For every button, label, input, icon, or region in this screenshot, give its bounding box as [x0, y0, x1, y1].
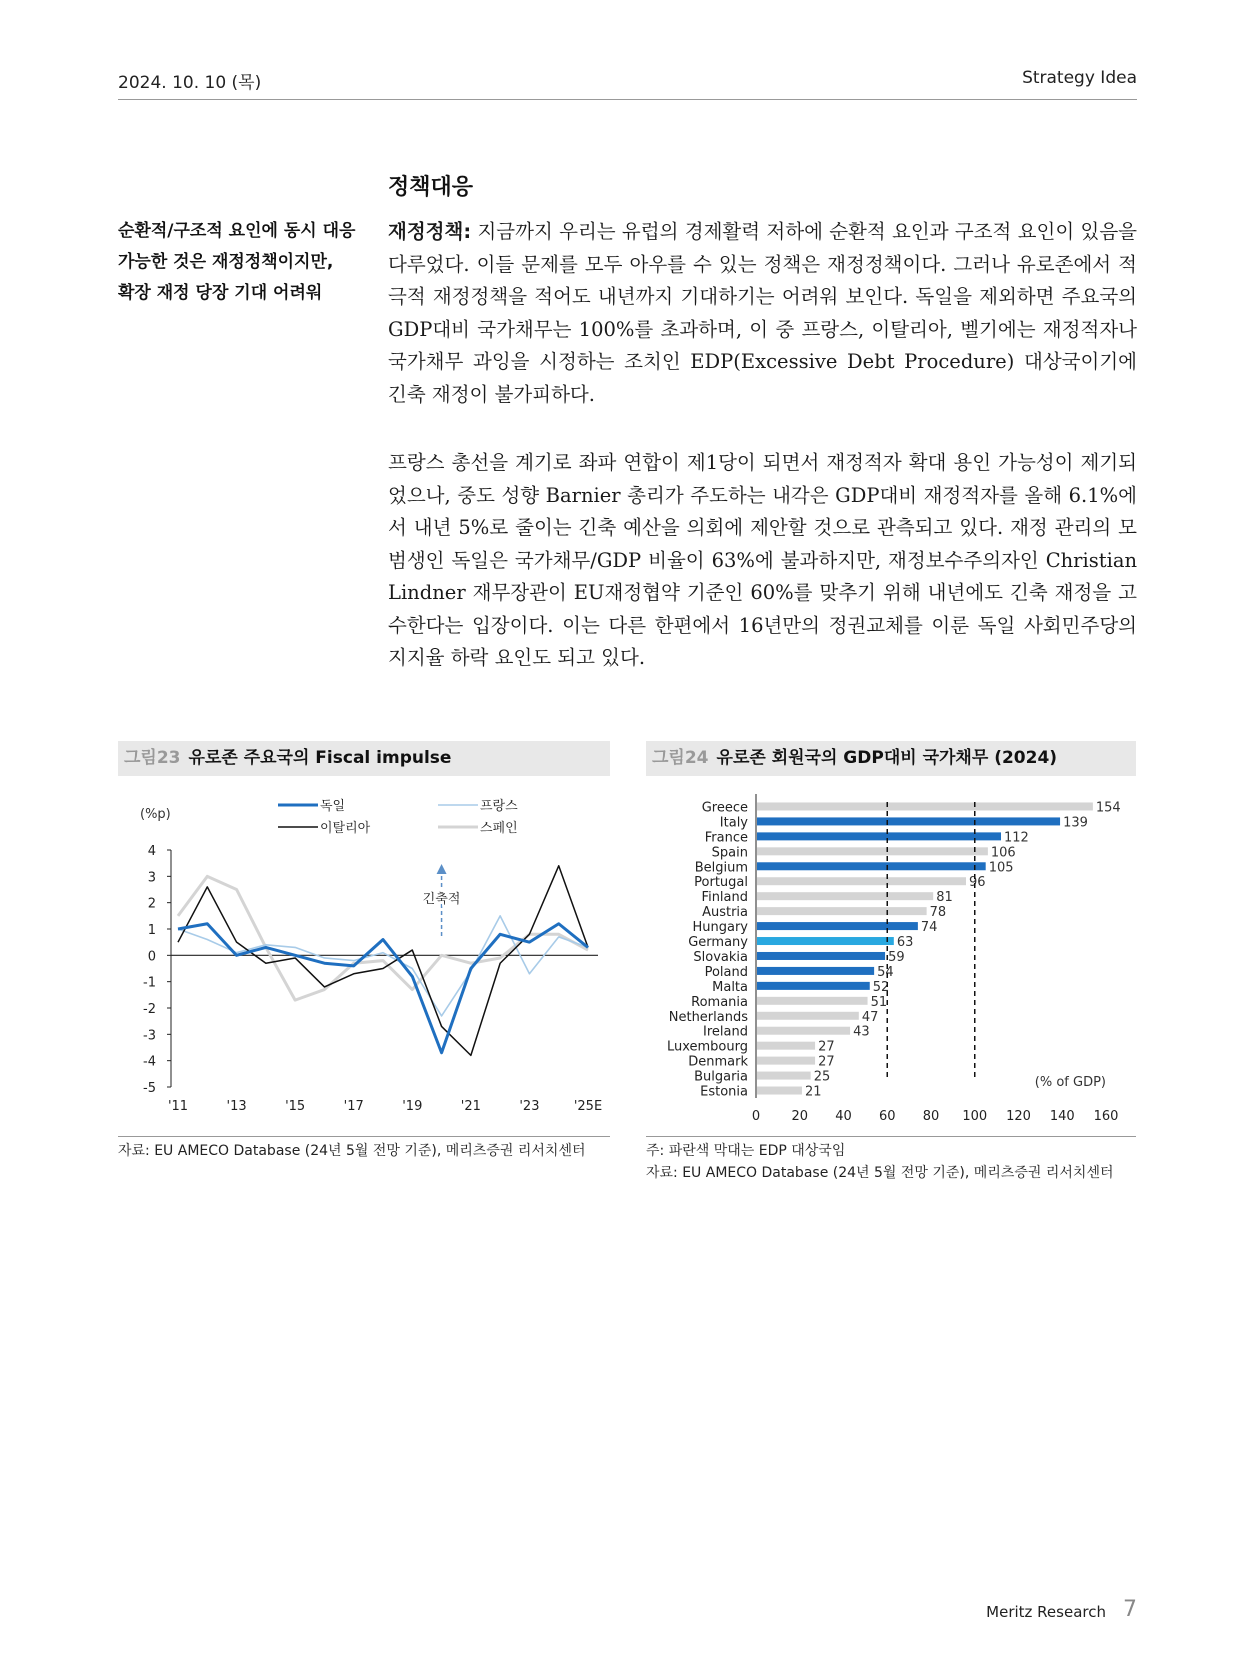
category-label: Bulgaria [694, 1069, 748, 1085]
bar [757, 847, 988, 855]
bar [757, 922, 918, 930]
header-divider [118, 99, 1137, 100]
figure23-number: 그림23 [124, 748, 181, 768]
bar [757, 877, 966, 885]
value-label: 139 [1063, 815, 1088, 831]
y-tick-label: 3 [147, 870, 156, 886]
category-label: Estonia [700, 1084, 748, 1100]
value-label: 25 [813, 1069, 831, 1085]
y-tick-label: -2 [143, 1002, 156, 1017]
bar [757, 952, 885, 960]
bar [757, 1057, 815, 1065]
annotation-label: 긴축적 [422, 892, 461, 907]
value-label: 59 [888, 949, 905, 965]
y-tick-label: -1 [143, 975, 156, 991]
bar [757, 907, 927, 915]
unit-label: (% of GDP) [1034, 1075, 1106, 1090]
value-label: 106 [990, 845, 1016, 861]
value-label: 96 [969, 875, 986, 891]
bar [757, 937, 894, 945]
category-label: Slovakia [693, 949, 748, 965]
y-tick-label: 0 [147, 949, 156, 965]
figure23-title: 유로존 주요국의 Fiscal impulse [188, 748, 452, 768]
header-date: 2024. 10. 10 (목) [118, 73, 262, 93]
fiscal-impulse-chart [118, 786, 610, 1126]
x-tick-label: 140 [1049, 1109, 1075, 1124]
legend-label: 스페인 [480, 821, 518, 836]
paragraph-lead: 재정정책: [388, 220, 472, 243]
legend-label: 독일 [320, 799, 346, 814]
bar [757, 1027, 850, 1035]
y-tick-label: -5 [143, 1081, 156, 1096]
category-label: Austria [702, 905, 748, 921]
bar [757, 862, 986, 870]
figure24-source: 자료: EU AMECO Database (24년 5월 전망 기준), 메리츠증권 리서치센터 [646, 1165, 1114, 1181]
value-label: 105 [988, 860, 1014, 876]
value-label: 47 [861, 1009, 879, 1025]
value-label: 27 [818, 1039, 835, 1055]
category-label: Romania [691, 994, 748, 1010]
category-label: France [704, 830, 748, 846]
figure24-note: 주: 파란색 막대는 EDP 대상국임 [646, 1143, 846, 1159]
value-label: 154 [1095, 800, 1121, 816]
sidebar-line: 확장 재정 당장 기대 어려워 [118, 283, 323, 303]
figure24-title: 유로존 회원국의 GDP대비 국가채무 (2024) [716, 748, 1058, 768]
y-tick-label: -4 [143, 1054, 156, 1070]
category-label: Belgium [694, 860, 748, 876]
paragraph-body: 지금까지 우리는 유럽의 경제활력 저하에 순환적 요인과 구조적 요인이 있음을 다루었다. 이들 문제를 모두 아우를 수 있는 정책은 재정정책이다. 그러나 유로존에서 적극적 재정정책을 적어도 내년까지 기대하기는 어려워 보인다. 독일을 제외하면 주요국의 GDP대비 국가채무는 100%를 초과하며, 이 중 프랑스, 이탈리아, 벨기에는 재정적자나 국가채무 과잉을 시정하는 조치인 EDP(Excessive Debt Procedure) 대상국이기에 긴축 재정이 불가피하다. [388, 220, 1137, 406]
x-tick-label: '19 [402, 1099, 423, 1114]
category-label: Denmark [688, 1054, 748, 1070]
figure24-header [646, 741, 1136, 776]
x-tick-label: 100 [962, 1109, 988, 1124]
bar [757, 982, 870, 990]
value-label: 51 [870, 994, 888, 1010]
series-line-2 [178, 916, 588, 1016]
header-section: Strategy Idea [1022, 68, 1137, 88]
category-label: Malta [712, 979, 748, 995]
category-label: Germany [688, 935, 748, 951]
x-tick-label: '25E [573, 1099, 603, 1114]
value-label: 21 [804, 1084, 822, 1100]
category-label: Ireland [703, 1024, 748, 1040]
sidebar-summary [118, 216, 358, 309]
footer-brand: Meritz Research [986, 1603, 1106, 1621]
sidebar-line: 가능한 것은 재정정책이지만, [118, 252, 334, 272]
category-label: Portugal [694, 875, 748, 891]
x-tick-label: 40 [835, 1109, 852, 1124]
category-label: Finland [701, 890, 748, 906]
x-tick-label: 80 [922, 1109, 940, 1124]
y-tick-label: 4 [147, 844, 156, 859]
y-tick-label: -3 [143, 1028, 156, 1044]
figure23-source: 자료: EU AMECO Database (24년 5월 전망 기준), 메리츠증권 리서치센터 [118, 1143, 586, 1159]
value-label: 43 [853, 1024, 870, 1040]
value-label: 112 [1004, 830, 1029, 846]
category-label: Hungary [692, 920, 748, 936]
bar [757, 832, 1001, 840]
series-line-1 [178, 924, 588, 1053]
value-label: 54 [877, 964, 894, 980]
y-tick-label: 1 [147, 923, 156, 938]
bar [757, 1042, 815, 1050]
category-label: Greece [701, 800, 748, 816]
x-tick-label: '17 [343, 1099, 364, 1114]
x-tick-label: '15 [285, 1099, 306, 1114]
annotation-arrow-head [437, 864, 447, 874]
debt-to-gdp-chart [646, 786, 1136, 1126]
figure24-number: 그림24 [652, 748, 709, 768]
sidebar-line: 순환적/구조적 요인에 동시 대응 [118, 221, 356, 241]
page-number: 7 [1123, 1597, 1137, 1622]
x-tick-label: '21 [460, 1099, 481, 1114]
bar [757, 1072, 811, 1080]
bar [757, 802, 1093, 810]
y-tick-label: 2 [147, 896, 156, 912]
bar [757, 997, 868, 1005]
x-tick-label: 120 [1006, 1109, 1031, 1124]
paragraph-france-germany: 프랑스 총선을 계기로 좌파 연합이 제1당이 되면서 재정적자 확대 용인 가능성이 제기되었으나, 중도 성향 Barnier 총리가 주도하는 내각은 GDP대비 재정적자를 올해 6.1%에서 내년 5%로 줄이는 긴축 예산을 의회에 제안할 것으로 관측되고 있다. 재정 관리의 모범생인 독일은 국가채무/GDP 비율이 63%에 불과하지만, 재정보수주의자인 Christian Lindner 재무장관이 EU재정협약 기준인 60%를 맞추기 위해 내년에도 긴축 재정을 고수한다는 입장이다. 이는 다른 한편에서 16년만의 정권교체를 이룬 독일 사회민주당의 지지율 하락 요인도 되고 있다. [388, 451, 1137, 669]
category-label: Netherlands [668, 1009, 748, 1025]
x-tick-label: 60 [878, 1109, 896, 1124]
value-label: 78 [929, 905, 947, 921]
x-tick-label: 0 [751, 1109, 761, 1124]
value-label: 52 [872, 979, 890, 995]
figure24-divider [646, 1136, 1136, 1137]
category-label: Luxembourg [666, 1039, 748, 1055]
x-tick-label: '13 [226, 1099, 247, 1114]
x-tick-label: '11 [167, 1099, 189, 1114]
value-label: 74 [920, 920, 938, 936]
x-tick-label: '23 [519, 1099, 540, 1114]
bar [757, 817, 1060, 825]
figure24-notes [646, 1140, 1114, 1184]
bar [757, 1012, 859, 1020]
y-axis-unit: (%p) [140, 807, 171, 822]
legend-label: 프랑스 [480, 799, 518, 814]
category-label: Poland [704, 964, 748, 980]
value-label: 27 [818, 1054, 835, 1070]
figure23-header [118, 741, 610, 776]
value-label: 81 [936, 890, 953, 906]
bar [757, 967, 874, 975]
value-label: 63 [896, 935, 914, 951]
figure23-divider [118, 1136, 610, 1137]
section-title: 정책대응 [388, 175, 474, 200]
x-tick-label: 20 [791, 1109, 809, 1124]
bar [757, 1087, 802, 1095]
bar [757, 892, 933, 900]
paragraph-fiscal-policy [388, 216, 1137, 411]
category-label: Spain [711, 845, 748, 861]
category-label: Italy [719, 815, 748, 831]
x-tick-label: 160 [1093, 1109, 1119, 1124]
legend-label: 이탈리아 [320, 821, 371, 836]
